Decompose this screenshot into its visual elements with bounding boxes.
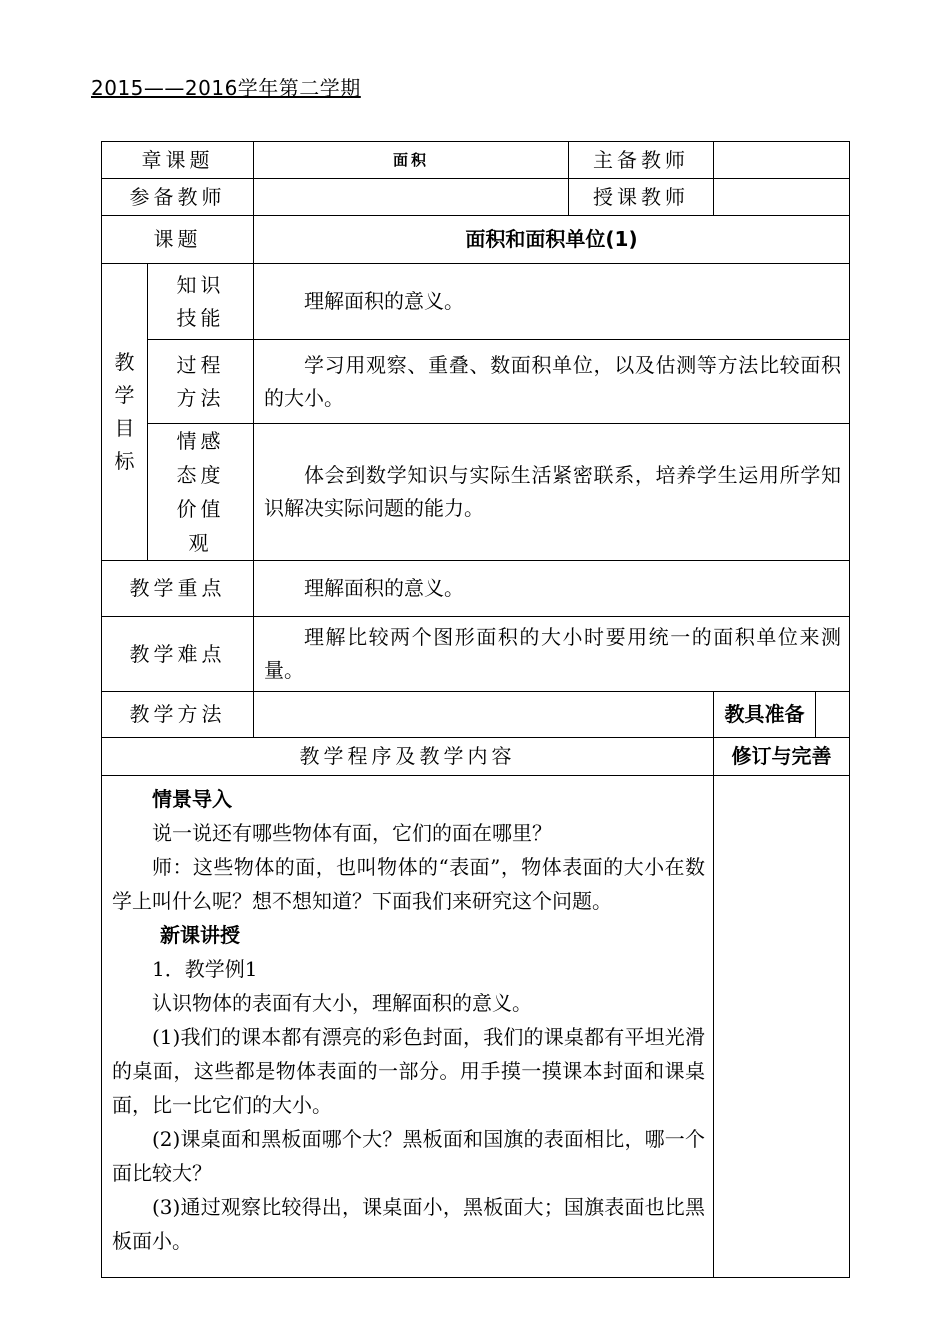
- goals-label: [102, 264, 148, 561]
- procedure-label: 教学程序及教学内容: [102, 738, 714, 776]
- row-chapter: [102, 142, 850, 179]
- co-teacher-label: 参备教师: [102, 179, 254, 216]
- row-procedure-content: [102, 776, 850, 1278]
- row-goal-process: [102, 340, 850, 424]
- procedure-content: [102, 776, 714, 1278]
- revision-label: 修订与完善: [714, 738, 850, 776]
- goal-attitude-label: 情感态度价值观: [148, 424, 254, 561]
- new-lesson-heading: 新课讲授: [160, 923, 240, 947]
- goals-label-text: 教学目标: [114, 350, 135, 473]
- chapter-label: 章课题: [102, 142, 254, 179]
- row-goal-attitude: [102, 424, 850, 561]
- instructor-value: [714, 179, 850, 216]
- chapter-value: 面积: [254, 142, 569, 179]
- instructor-label: 授课教师: [569, 179, 714, 216]
- intro-paragraph-2: 师：这些物体的面，也叫物体的“表面”，物体表面的大小在数学上叫什么呢？想不想知道？下面我们来研究这个问题。: [112, 855, 705, 913]
- step-3: (3)通过观察比较得出，课桌面小，黑板面大；国旗表面也比黑板面小。: [112, 1195, 705, 1253]
- goal-process-text: 学习用观察、重叠、数面积单位，以及估测等方法比较面积的大小。: [254, 340, 850, 424]
- method-value: [254, 692, 714, 738]
- co-teacher-value: [254, 179, 569, 216]
- key-point-label: 教学重点: [102, 561, 254, 617]
- tools-value: [816, 692, 850, 738]
- lesson-plan-table: [101, 141, 850, 1278]
- topic-value: 面积和面积单位(1): [254, 216, 850, 264]
- row-topic: [102, 216, 850, 264]
- difficulty-label: 教学难点: [102, 617, 254, 692]
- intro-heading: 情景导入: [152, 787, 232, 811]
- difficulty-text: 理解比较两个图形面积的大小时要用统一的面积单位来测量。: [254, 617, 850, 692]
- goal-knowledge-label: 知识技能: [148, 264, 254, 340]
- example-goal: 认识物体的表面有大小，理解面积的意义。: [152, 991, 532, 1015]
- goal-knowledge-text: 理解面积的意义。: [254, 264, 850, 340]
- lead-teacher-value: [714, 142, 850, 179]
- revision-content: [714, 776, 850, 1278]
- method-label: 教学方法: [102, 692, 254, 738]
- topic-label: 课题: [102, 216, 254, 264]
- step-1: (1)我们的课本都有漂亮的彩色封面，我们的课桌都有平坦光滑的桌面，这些都是物体表面的一部分。用手摸一摸课本封面和课桌面，比一比它们的大小。: [112, 1025, 705, 1117]
- key-point-text: 理解面积的意义。: [254, 561, 850, 617]
- row-goal-knowledge: [102, 264, 850, 340]
- semester-title: 2015——2016学年第二学期: [91, 76, 361, 100]
- row-method: [102, 692, 850, 738]
- row-difficulty: [102, 617, 850, 692]
- row-co-teacher: [102, 179, 850, 216]
- row-procedure-header: [102, 738, 850, 776]
- example-title: 1．教学例1: [152, 957, 258, 981]
- step-2: (2)课桌面和黑板面哪个大？黑板面和国旗的表面相比，哪一个面比较大？: [112, 1127, 705, 1185]
- row-key-point: [102, 561, 850, 617]
- intro-paragraph-1: 说一说还有哪些物体有面，它们的面在哪里？: [152, 821, 552, 845]
- tools-label: 教具准备: [714, 692, 816, 738]
- goal-process-label: 过程方法: [148, 340, 254, 424]
- goal-attitude-text: 体会到数学知识与实际生活紧密联系，培养学生运用所学知识解决实际问题的能力。: [254, 424, 850, 561]
- lead-teacher-label: 主备教师: [569, 142, 714, 179]
